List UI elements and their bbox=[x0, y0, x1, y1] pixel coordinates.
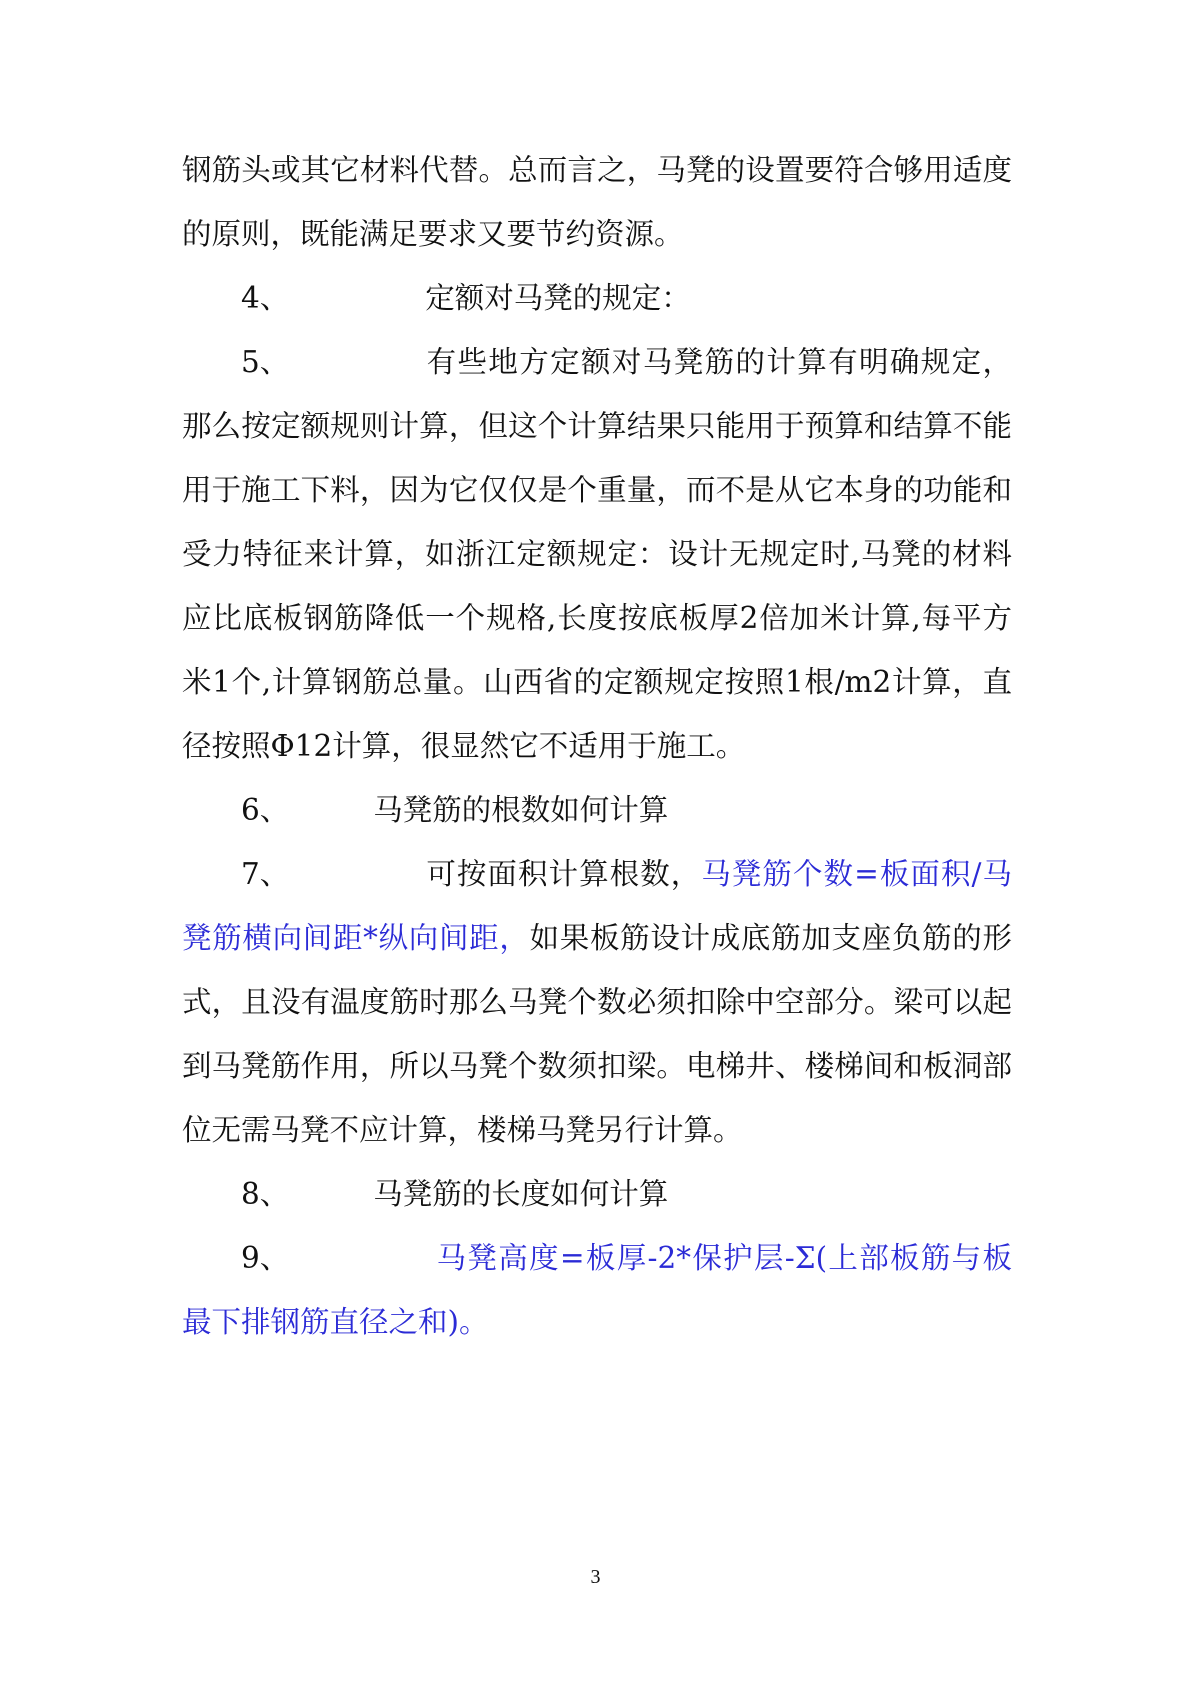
item-number: 9、 bbox=[241, 1241, 290, 1275]
paragraph-text: 马凳筋的根数如何计算 bbox=[373, 793, 669, 827]
paragraph-text: 定额对马凳的规定： bbox=[425, 281, 691, 315]
paragraph-item-8 bbox=[182, 1162, 1012, 1226]
item-number: 8、 bbox=[241, 1177, 290, 1211]
body-text bbox=[182, 138, 1012, 1354]
paragraph-item-7 bbox=[182, 842, 1012, 1162]
paragraph-item-6 bbox=[182, 778, 1012, 842]
item-number: 4、 bbox=[241, 281, 290, 315]
paragraph-text: 有些地方定额对马凳筋的计算有明确规定，那么按定额规则计算，但这个计算结果只能用于预算和结算不能用于施工下料，因为它仅仅是个重量，而不是从它本身的功能和受力特征来计算，如浙江定额规定：设计无规定时,马凳的材料应比底板钢筋降低一个规格,长度按底板厚2倍加米计算,每平方米1个,计算钢筋总量。山西省的定额规定按照1根/m2计算，直径按照Φ12计算，很显然它不适用于施工。 bbox=[182, 345, 1012, 763]
item-number: 6、 bbox=[241, 793, 290, 827]
highlighted-formula: 马凳高度=板厚-2*保护层-Σ(上部板筋与板最下排钢筋直径之和)。 bbox=[182, 1241, 1012, 1339]
paragraph-text: 可按面积计算根数， bbox=[425, 857, 702, 891]
paragraph-item-5 bbox=[182, 330, 1012, 778]
paragraph-continuation bbox=[182, 138, 1012, 266]
page-number: 3 bbox=[590, 1566, 601, 1588]
item-number: 7、 bbox=[241, 857, 290, 891]
paragraph-item-9 bbox=[182, 1226, 1012, 1354]
highlighted-formula: 马凳筋个数=板面积/马凳筋横向间距*纵向间距， bbox=[182, 857, 1012, 955]
paragraph-item-4 bbox=[182, 266, 1012, 330]
item-number: 5、 bbox=[241, 345, 290, 379]
paragraph-text: 马凳筋的长度如何计算 bbox=[373, 1177, 669, 1211]
paragraph-text: 钢筋头或其它材料代替。总而言之，马凳的设置要符合够用适度的原则，既能满足要求又要节约资源。 bbox=[182, 153, 1012, 251]
paragraph-text: 如果板筋设计成底筋加支座负筋的形式，且没有温度筋时那么马凳个数必须扣除中空部分。梁可以起到马凳筋作用，所以马凳个数须扣梁。电梯井、楼梯间和板洞部位无需马凳不应计算，楼梯马凳另行计算。 bbox=[182, 921, 1012, 1147]
